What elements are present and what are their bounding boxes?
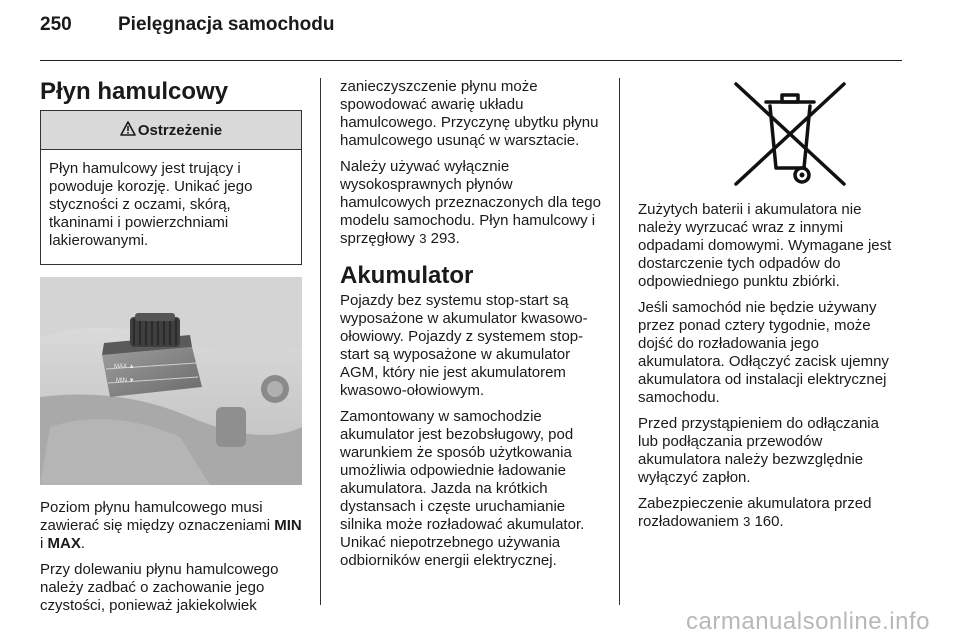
column-divider: [619, 78, 620, 605]
column-2: [340, 78, 602, 578]
warning-header: [41, 111, 301, 150]
warning-box: [40, 110, 302, 265]
crossed-bin-icon: [730, 80, 850, 195]
page-header: [40, 14, 334, 44]
paragraph: Zamontowany w samochodzie akumulator jest bezobsługowy, pod warunkiem że sposób użytkowania umożliwia odpowiednie ładowanie akumulatora. Jazda na krótkich dystansach i częste uruchamianie silnika może rozładować akumulator. Unikać niepotrzebnego używania odbiorników energii elektrycznej.: [340, 408, 585, 569]
page-ref-link[interactable]: 293.: [430, 230, 460, 247]
paragraph: [638, 495, 900, 531]
paragraph: Przed przystąpieniem do odłączania lub podłączania przewodów akumulatora należy bezwzględnie wyłączyć zapłon.: [638, 415, 879, 486]
paragraph: Jeśli samochód nie będzie używany przez ponad cztery tygodnie, może dojść do rozładowania jego akumulatora. Odłączyć zacisk ujemny akumulatora od instalacji elektrycznej samochodu.: [638, 299, 889, 406]
paragraph: Przy dolewaniu płynu hamulcowego należy zadbać o zachowanie jego czystości, ponieważ jakiekolwiek: [40, 561, 279, 614]
page-number: 250: [40, 14, 72, 35]
min-mark: MIN: [274, 517, 302, 534]
chapter-title: Pielęgnacja samochodu: [118, 14, 335, 35]
text-span: Poziom płynu hamulcowego musi zawierać się między oznaczeniami: [40, 499, 275, 534]
watermark: carmanualsonline.info: [686, 608, 930, 635]
column-1: [40, 78, 302, 623]
warning-body: [41, 150, 301, 264]
min-label: MIN ▼: [116, 378, 135, 384]
warning-triangle-icon: [120, 121, 136, 140]
paragraph: zanieczyszczenie płynu może spowodować awarię układu hamulcowego. Przyczynę ubytku płynu hamulcowego usunąć w warsztacie.: [340, 78, 599, 149]
text-span: .: [80, 535, 86, 552]
paragraph: Pojazdy bez systemu stop-start są wyposażone w akumulator kwasowo-ołowiowy. Pojazdy z systemem stop-start są wyposażone w akumulator AGM, który nie jest akumulatorem kwasowo-ołowiowym.: [340, 292, 588, 399]
page-ref-arrow-icon: 3: [419, 231, 427, 246]
paragraph: Zużytych baterii i akumulatora nie należy wyrzucać wraz z innymi odpadami domowymi. Wymagane jest dostarczenie tych odpadów do odpowiedniego punktu zbiórki.: [638, 201, 892, 290]
text-span: Zabezpieczenie akumulatora przed rozładowaniem: [638, 495, 872, 530]
paragraph: [340, 158, 602, 248]
section-title-battery: Akumulator: [340, 262, 474, 289]
page-ref-arrow-icon: 3: [743, 514, 751, 529]
text-span: i: [40, 535, 48, 552]
section-title-brake-fluid: Płyn hamulcowy: [40, 78, 229, 105]
warning-text: Płyn hamulcowy jest trujący i powoduje korozję. Unikać jego styczności z oczami, skórą, tkaninami i powierzchniami lakierowanymi.: [49, 160, 253, 249]
max-mark: MAX: [47, 535, 81, 552]
text-span: Należy używać wyłącznie wysokosprawnych płynów hamulcowych przeznaczonych dla tego modelu samochodu. Płyn hamulcowy i sprzęgłowy: [340, 158, 601, 247]
column-3: [638, 78, 900, 539]
max-label: MAX ▲: [114, 364, 135, 370]
paragraph: [40, 499, 302, 553]
warning-title: Ostrzeżenie: [137, 121, 223, 139]
page-ref-link[interactable]: 160.: [754, 513, 784, 530]
header-rule: [40, 60, 902, 61]
column-divider: [320, 78, 321, 605]
brake-fluid-reservoir-photo: [40, 277, 302, 485]
